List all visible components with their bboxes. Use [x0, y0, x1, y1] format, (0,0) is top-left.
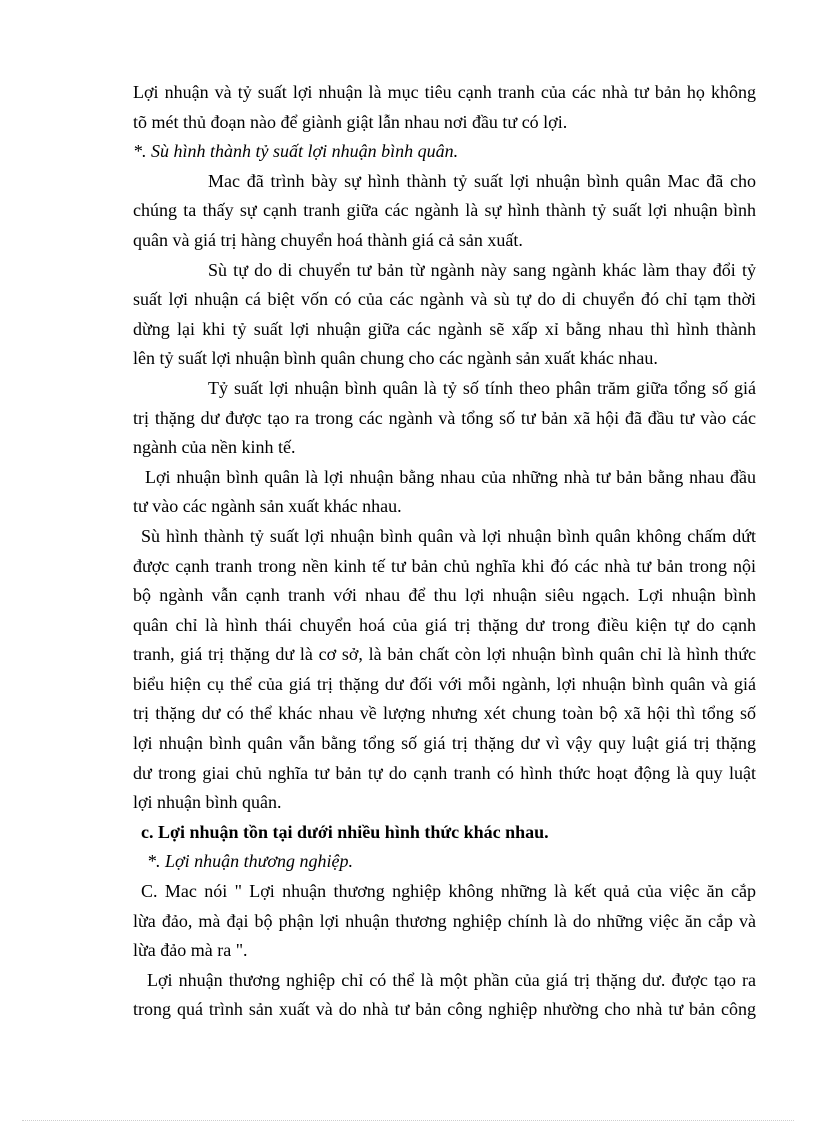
paragraph-competition-goal	[133, 78, 756, 137]
text-line: Sù hình thành tỷ suất lợi nhuận bình quân và lợi nhuận bình quân không chấm dứt	[141, 525, 756, 546]
text-line: suất lợi nhuận cá biệt vốn có của các ngành và sù tự do di chuyển đó chỉ tạm thời	[133, 289, 756, 310]
subheading-average-profit-rate	[133, 137, 756, 167]
paragraph-competition-continues	[133, 522, 756, 818]
text-line: *. Lợi nhuận thương nghiệp.	[147, 851, 354, 872]
text-line: dừng lại khi tỷ suất lợi nhuận giữa các ngành sẽ xấp xỉ bằng nhau thì hình thành	[133, 318, 756, 339]
text-line: bộ ngành vẫn cạnh tranh với nhau để thu lợi nhuận siêu ngạch. Lợi nhuận bình	[133, 585, 756, 606]
text-line: C. Mac nói " Lợi nhuận thương nghiệp không những là kết quả của việc ăn cắp	[141, 881, 756, 902]
paragraph-marx-formation	[133, 167, 756, 256]
text-line: chúng ta thấy sự cạnh tranh giữa các ngành là sự hình thành tỷ suất lợi nhuận bình	[133, 200, 756, 221]
text-line: trong quá trình sản xuất và do nhà tư bản công nghiệp nhường cho nhà tư bản công	[133, 999, 756, 1020]
text-line: lợi nhuận bình quân.	[133, 792, 282, 813]
text-line: tõ mét thủ đoạn nào để giành giật lẫn nhau nơi đầu tư có lợi.	[133, 111, 568, 132]
text-line: *. Sù hình thành tỷ suất lợi nhuận bình quân.	[133, 141, 459, 162]
text-line: lợi nhuận bình quân vẫn bằng tổng số giá trị thặng dư vì vậy quy luật giá trị thặng	[133, 733, 756, 754]
text-line: Lợi nhuận và tỷ suất lợi nhuận là mục tiêu cạnh tranh của các nhà tư bản họ không	[133, 82, 756, 102]
text-line: tư vào các ngành sản xuất khác nhau.	[133, 496, 402, 517]
text-line: dư trong giai chủ nghĩa tư bản tự do cạnh tranh có hình thức hoạt động là quy luật	[133, 762, 756, 783]
text-line: được cạnh tranh trong nền kinh tế tư bản chủ nghĩa khi đó các nhà tư bản trong nội	[133, 555, 756, 576]
paragraph-capital-movement	[133, 256, 756, 374]
text-line: biểu hiện cụ thể của giá trị thặng dư đối với mỗi ngành, lợi nhuận bình quân và giá	[133, 673, 756, 694]
text-line: trị thặng dư được tạo ra trong các ngành và tổng số tư bản xã hội đã đầu tư vào các	[133, 407, 756, 428]
text-line: tranh, giá trị thặng dư là cơ sở, là bản chất còn lợi nhuận bình quân chỉ là hình thức	[133, 644, 756, 665]
text-line: Tỷ suất lợi nhuận bình quân là tỷ số tính theo phân trăm giữa tổng số giá	[208, 377, 756, 398]
paragraph-average-rate-definition	[133, 374, 756, 463]
text-line: quân chỉ là hình thái chuyển hoá của giá trị thặng dư trong điều kiện tự do cạnh	[133, 614, 756, 635]
heading-profit-forms	[133, 818, 756, 848]
text-line: c. Lợi nhuận tồn tại dưới nhiều hình thức khác nhau.	[141, 821, 549, 842]
document-page	[133, 78, 756, 1025]
text-line: Sù tự do di chuyển tư bản từ ngành này sang ngành khác làm thay đổi tỷ	[208, 259, 756, 280]
text-line: lên tỷ suất lợi nhuận bình quân chung cho các ngành sản xuất khác nhau.	[133, 348, 658, 369]
text-line: Mac đã trình bày sự hình thành tỷ suất lợi nhuận bình quân Mac đã cho	[208, 170, 756, 191]
paragraph-marx-quote	[133, 877, 756, 966]
text-line: quân và giá trị hàng chuyển hoá thành giá cả sản xuất.	[133, 229, 523, 250]
text-line: Lợi nhuận thương nghiệp chỉ có thể là một phần của giá trị thặng dư. được tạo ra	[147, 969, 756, 990]
paragraph-commercial-profit-origin	[133, 966, 756, 1025]
page-bottom-divider	[22, 1120, 794, 1121]
paragraph-average-profit-definition	[133, 463, 756, 522]
text-line: Lợi nhuận bình quân là lợi nhuận bằng nhau của những nhà tư bản bằng nhau đầu	[145, 466, 756, 487]
text-line: lừa đảo, mà đại bộ phận lợi nhuận thương nghiệp chính là do những việc ăn cắp và	[133, 910, 756, 931]
text-line: trị thặng dư có thể khác nhau về lượng nhưng xét chung toàn bộ xã hội thì tổng số	[133, 703, 756, 724]
subheading-commercial-profit	[133, 847, 756, 877]
text-line: ngành của nền kinh tế.	[133, 437, 296, 458]
text-line: lừa đảo mà ra ".	[133, 940, 248, 961]
